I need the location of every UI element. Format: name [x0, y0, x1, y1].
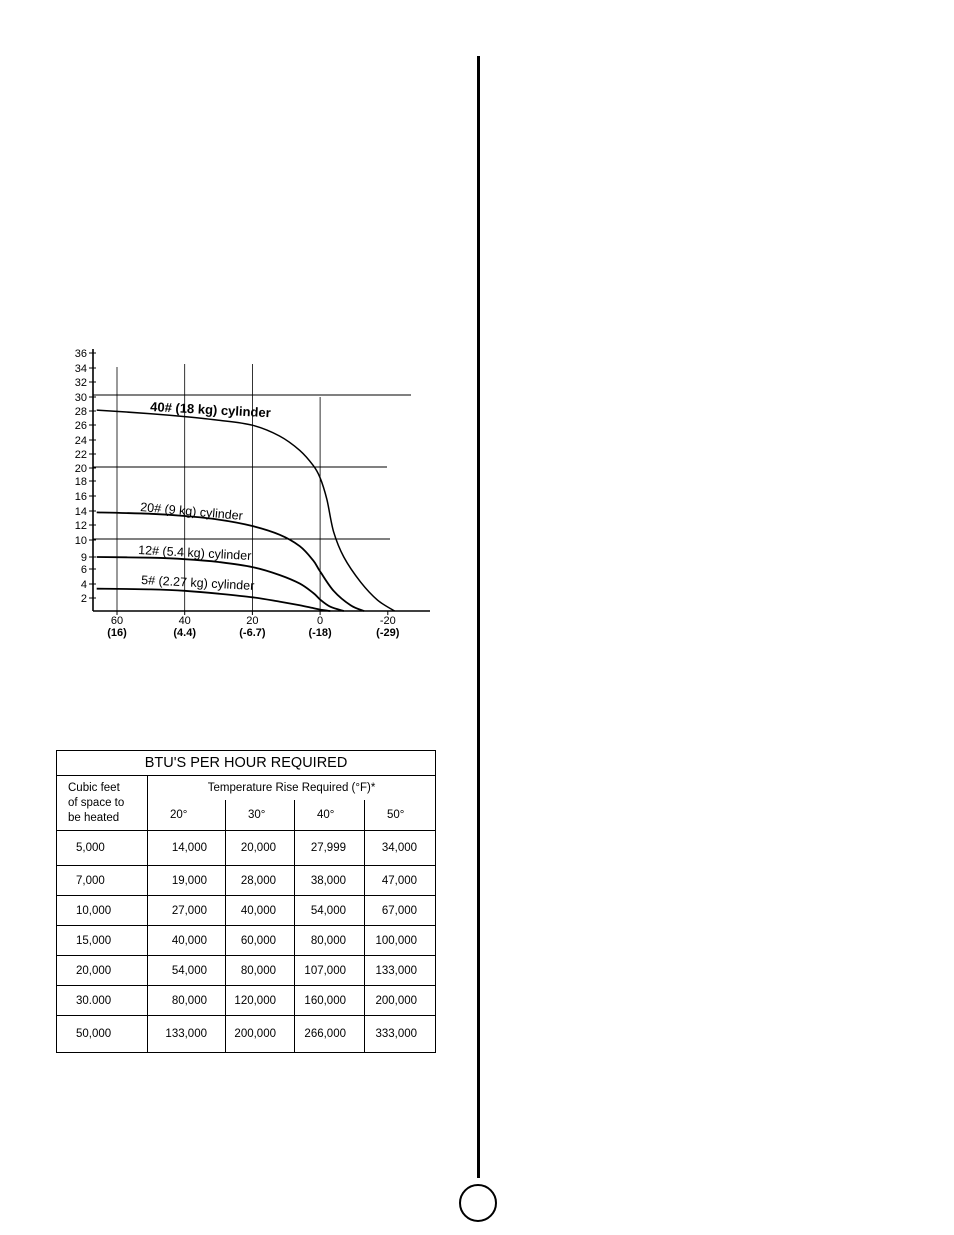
value-cell: 67,000	[365, 896, 436, 926]
y-tick-label: 14	[74, 506, 87, 518]
x-tick-sublabel: (4.4)	[173, 627, 197, 639]
value-cell: 34,000	[365, 831, 436, 866]
value-cell: 60,000	[226, 926, 295, 956]
row-header-cell	[57, 776, 148, 831]
degree-header: 30°	[226, 800, 295, 831]
x-axis-ticks	[107, 611, 400, 639]
y-tick-label: 2	[80, 593, 87, 605]
value-cell: 107,000	[295, 956, 365, 986]
table-row	[57, 896, 436, 926]
series-line-3	[97, 589, 331, 611]
x-tick-sublabel: (16)	[107, 627, 127, 639]
value-cell: 27,000	[148, 896, 226, 926]
table-row	[57, 1016, 436, 1053]
y-tick-label: 24	[74, 435, 87, 447]
y-tick-label: 22	[74, 449, 87, 461]
y-tick-label: 36	[74, 348, 87, 360]
y-tick-label: 18	[74, 476, 87, 488]
y-tick-label: 12	[74, 520, 87, 532]
value-cell: 47,000	[365, 866, 436, 896]
table-row	[57, 986, 436, 1016]
value-cell: 27,999	[295, 831, 365, 866]
degree-header: 50°	[365, 800, 436, 831]
value-cell: 120,000	[226, 986, 295, 1016]
value-cell: 40,000	[226, 896, 295, 926]
y-tick-label: 10	[74, 535, 87, 547]
series-label-40lb: 40# (18 kg) cylinder	[149, 399, 272, 421]
x-tick-label: 0	[317, 615, 324, 627]
value-cell: 200,000	[365, 986, 436, 1016]
x-tick-sublabel: (-6.7)	[239, 627, 266, 639]
table-row	[57, 831, 436, 866]
curve-labels	[138, 399, 271, 593]
table-row	[57, 866, 436, 896]
y-tick-label: 26	[74, 420, 87, 432]
value-cell: 40,000	[148, 926, 226, 956]
space-cell: 50,000	[57, 1016, 148, 1053]
value-cell: 333,000	[365, 1016, 436, 1053]
table-row	[57, 926, 436, 956]
value-cell: 80,000	[295, 926, 365, 956]
row-header-line-1: Cubic feet	[68, 781, 120, 794]
y-tick-label: 4	[80, 579, 87, 591]
space-cell: 15,000	[57, 926, 148, 956]
row-header-line-3: be heated	[68, 811, 120, 824]
y-tick-label: 28	[74, 406, 87, 418]
value-cell: 28,000	[226, 866, 295, 896]
series-label-20lb: 20# (9 kg) cylinder	[139, 500, 244, 523]
cylinder-capacity-chart	[0, 0, 480, 660]
value-cell: 100,000	[365, 926, 436, 956]
value-cell: 200,000	[226, 1016, 295, 1053]
space-cell: 20,000	[57, 956, 148, 986]
space-cell: 10,000	[57, 896, 148, 926]
y-tick-label: 9	[80, 552, 87, 564]
value-cell: 80,000	[148, 986, 226, 1016]
space-cell: 30.000	[57, 986, 148, 1016]
table-row	[57, 956, 436, 986]
value-cell: 133,000	[365, 956, 436, 986]
x-tick-label: -20	[379, 615, 396, 627]
y-tick-label: 20	[74, 463, 87, 475]
value-cell: 14,000	[148, 831, 226, 866]
y-tick-label: 32	[74, 377, 87, 389]
degree-header: 40°	[295, 800, 365, 831]
series-label-5lb: 5# (2.27 kg) cylinder	[140, 573, 255, 593]
space-cell: 7,000	[57, 866, 148, 896]
x-tick-sublabel: (-18)	[308, 627, 332, 639]
value-cell: 54,000	[295, 896, 365, 926]
x-tick-label: 40	[178, 615, 191, 627]
value-cell: 160,000	[295, 986, 365, 1016]
row-header-line-2: of space to	[68, 796, 125, 809]
value-cell: 80,000	[226, 956, 295, 986]
space-cell: 5,000	[57, 831, 148, 866]
y-tick-label: 6	[80, 564, 87, 576]
series-label-12lb: 12# (5.4 kg) cylinder	[137, 543, 252, 563]
table-title: BTU'S PER HOUR REQUIRED	[57, 751, 436, 776]
y-tick-label: 16	[74, 491, 87, 503]
value-cell: 266,000	[295, 1016, 365, 1053]
temperature-rise-header: Temperature Rise Required (°F)*	[148, 776, 436, 801]
y-tick-label: 34	[74, 363, 87, 375]
x-tick-label: 60	[110, 615, 124, 627]
x-tick-sublabel: (-29)	[376, 627, 400, 639]
degree-header: 20°	[148, 800, 226, 831]
value-cell: 54,000	[148, 956, 226, 986]
value-cell: 20,000	[226, 831, 295, 866]
page-number-circle	[459, 1184, 497, 1222]
x-tick-label: 20	[246, 615, 259, 627]
value-cell: 133,000	[148, 1016, 226, 1053]
chart-axes	[93, 349, 430, 611]
value-cell: 38,000	[295, 866, 365, 896]
btu-per-hour-table	[56, 750, 436, 1053]
y-tick-label: 30	[74, 392, 87, 404]
value-cell: 19,000	[148, 866, 226, 896]
